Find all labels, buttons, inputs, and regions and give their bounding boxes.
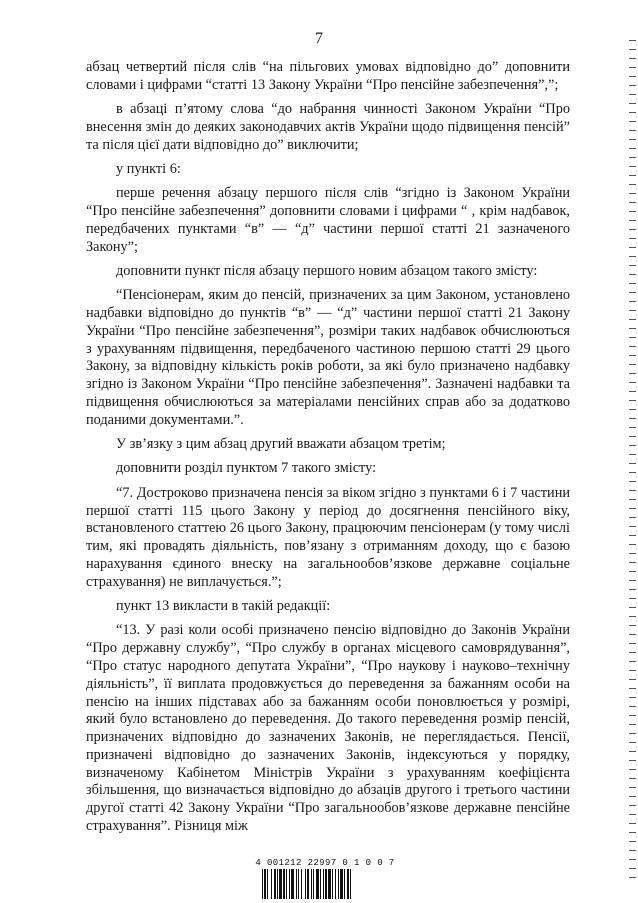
scan-mark xyxy=(629,265,636,266)
scan-mark xyxy=(629,481,636,482)
scan-mark xyxy=(629,688,636,689)
scan-mark xyxy=(629,346,636,347)
scan-mark xyxy=(629,832,636,833)
scan-mark xyxy=(629,742,636,743)
paragraph: перше речення абзацу першого після слів “згідно із Законом України “Про пенсійне забезпечення” доповнити словами і цифрами “ , крім надбавок, передбачених пунктами “в” — “д” частини першої статті 21 зазначеного Закону”; xyxy=(86,185,570,255)
scan-mark xyxy=(629,175,636,176)
scan-mark xyxy=(629,301,636,302)
scan-mark xyxy=(629,49,636,50)
paragraph: доповнити розділ пунктом 7 такого змісту: xyxy=(116,460,377,477)
scan-mark xyxy=(629,706,636,707)
scan-mark xyxy=(629,769,636,770)
scan-mark xyxy=(629,355,636,356)
scan-mark xyxy=(629,328,636,329)
paragraph: абзац четвертий після слів “на пільгових умовах відповідно до” доповнити словами і цифрами “статті 13 Закону України “Про пенсійне забезпечення”,”; xyxy=(86,59,570,93)
scan-mark xyxy=(629,112,636,113)
scan-mark xyxy=(629,40,636,41)
scan-mark xyxy=(629,634,636,635)
scan-mark xyxy=(629,859,636,860)
scan-mark xyxy=(629,472,636,473)
scan-mark xyxy=(629,463,636,464)
scan-mark xyxy=(629,625,636,626)
scan-mark xyxy=(629,283,636,284)
scan-mark xyxy=(629,814,636,815)
scan-mark xyxy=(629,427,636,428)
scan-mark xyxy=(629,805,636,806)
scan-mark xyxy=(629,310,636,311)
scan-mark xyxy=(629,400,636,401)
quoted-paragraph: “7. Достроково призначена пенсія за віком згідно з пунктами 6 і 7 частини першої статті 115 цього Закону у період до досягнення пенсійного віку, встановленого статтею 26 цього Закону, працюючим пенсіонерам (у тому числі тим, які провадять діяльність, пов’язану з отриманням доходу, що є базою нарахування єдиного внеску на загальнообов’язкове державне соціальне страхування) не виплачується.”; xyxy=(86,484,570,590)
scan-mark xyxy=(629,391,636,392)
scan-mark xyxy=(629,67,636,68)
scan-mark xyxy=(629,373,636,374)
scan-mark xyxy=(629,697,636,698)
scan-mark xyxy=(629,364,636,365)
scan-mark xyxy=(629,580,636,581)
scan-mark xyxy=(629,796,636,797)
scan-mark xyxy=(629,724,636,725)
scan-mark xyxy=(629,733,636,734)
paragraph: в абзаці п’ятому слова “до набрання чинності Законом України “Про внесення змін до деяких законодавчих актів України щодо підвищення пенсій” та після цієї дати відповідно до” виключити; xyxy=(86,101,570,153)
paragraph: У зв’язку з цим абзац другий вважати абзацом третім; xyxy=(116,436,446,453)
scan-mark xyxy=(629,526,636,527)
scan-mark xyxy=(629,229,636,230)
scan-mark xyxy=(629,103,636,104)
scan-mark xyxy=(629,382,636,383)
scan-mark xyxy=(629,544,636,545)
scan-edge-marks xyxy=(626,0,638,903)
scan-mark xyxy=(629,508,636,509)
page-number: 7 xyxy=(315,30,323,47)
scan-mark xyxy=(629,679,636,680)
scan-mark xyxy=(629,148,636,149)
scan-mark xyxy=(629,823,636,824)
paragraph: пункт 13 викласти в такій редакції: xyxy=(116,598,331,615)
scan-mark xyxy=(629,274,636,275)
scan-mark xyxy=(629,760,636,761)
scan-mark xyxy=(629,85,636,86)
scan-mark xyxy=(629,850,636,851)
scan-mark xyxy=(629,94,636,95)
scan-mark xyxy=(629,643,636,644)
scan-mark xyxy=(629,166,636,167)
barcode-icon xyxy=(262,869,390,899)
scan-mark xyxy=(629,418,636,419)
paragraph: у пункті 6: xyxy=(116,160,181,177)
scan-mark xyxy=(629,319,636,320)
scan-mark xyxy=(629,607,636,608)
scan-mark xyxy=(629,571,636,572)
scan-mark xyxy=(629,157,636,158)
quoted-paragraph: “Пенсіонерам, яким до пенсій, призначених за цим Законом, установлено надбавки відповідно до пунктів “в” — “д” частини першої статті 21 Закону України “Про пенсійне забезпечення”, розміри таких надбавок обчислюються з урахуванням підвищення, передбаченого частиною першою статті 29 цього Закону, за відповідну кількість років роботи, за які було призначено надбавку згідно із Законом України “Про пенсійне забезпечення”. Зазначені надбавки та підвищення обчислюються за матеріалами пенсійних справ або за додатково поданими документами.”. xyxy=(86,287,570,428)
scan-mark xyxy=(629,121,636,122)
paragraph: доповнити пункт після абзацу першого новим абзацом такого змісту: xyxy=(116,262,538,279)
scan-mark xyxy=(629,787,636,788)
scan-mark xyxy=(629,589,636,590)
scan-mark xyxy=(629,139,636,140)
scan-mark xyxy=(629,652,636,653)
barcode-bar xyxy=(351,869,352,899)
scan-mark xyxy=(629,292,636,293)
scan-mark xyxy=(629,553,636,554)
scan-mark xyxy=(629,337,636,338)
scan-mark xyxy=(629,130,636,131)
scan-mark xyxy=(629,841,636,842)
scan-mark xyxy=(629,778,636,779)
scan-mark xyxy=(629,454,636,455)
scan-mark xyxy=(629,670,636,671)
scan-mark xyxy=(629,562,636,563)
scan-mark xyxy=(629,616,636,617)
scan-mark xyxy=(629,877,636,878)
scan-mark xyxy=(629,247,636,248)
scan-mark xyxy=(629,76,636,77)
scan-mark xyxy=(629,751,636,752)
scan-mark xyxy=(629,193,636,194)
scan-mark xyxy=(629,661,636,662)
scan-mark xyxy=(629,598,636,599)
scan-mark xyxy=(629,58,636,59)
scan-mark xyxy=(629,211,636,212)
scan-mark xyxy=(629,517,636,518)
scan-mark xyxy=(629,202,636,203)
scan-mark xyxy=(629,256,636,257)
scan-mark xyxy=(629,868,636,869)
scan-mark xyxy=(629,436,636,437)
scan-mark xyxy=(629,238,636,239)
scan-mark xyxy=(629,220,636,221)
document-body xyxy=(86,59,570,842)
scan-mark xyxy=(629,490,636,491)
scan-mark xyxy=(629,715,636,716)
scan-mark xyxy=(629,184,636,185)
scan-mark xyxy=(629,409,636,410)
scan-mark xyxy=(629,445,636,446)
scan-mark xyxy=(629,535,636,536)
quoted-paragraph: “13. У разі коли особі призначено пенсію відповідно до Законів України “Про державну службу”, “Про службу в органах місцевого самоврядування”, “Про статус народного депутата України”, “Про наукову і науково–технічну діяльність”, її виплата продовжується до переведення за бажанням особи на пенсію на інших підставах або за бажанням особи поновлюється у розмірі, який було встановлено до переведення. До такого переведення розмір пенсій, призначених відповідно до зазначених Законів, не переглядається. Пенсії, призначені відповідно до зазначених Законів, індексуються у порядку, визначеному Кабінетом Міністрів України з урахуванням коефіцієнта збільшення, що визначається відповідно до абзаців другого і третього частини другої статті 42 Закону України “Про загальнообов’язкове державне пенсійне страхування”. Різниця між xyxy=(86,622,570,835)
barcode-number: 4 001212 22997 0 1 0 0 7 xyxy=(255,858,395,868)
scan-mark xyxy=(629,499,636,500)
